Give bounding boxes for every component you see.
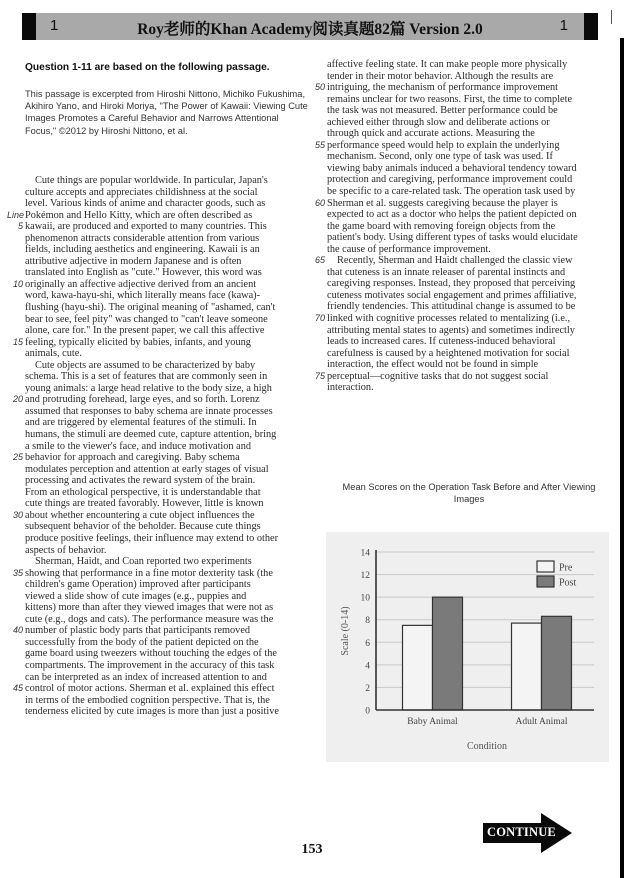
passage-line	[25, 371, 317, 383]
line-text: about whether encountering a cute object influences the	[25, 509, 255, 521]
line-number: 45	[12, 683, 23, 694]
passage-line	[25, 429, 317, 441]
line-text: cuteness motivates social engagement and primes affiliative,	[327, 289, 577, 301]
line-text: the task was not measured. Better performance could be	[327, 105, 558, 117]
legend-swatch-pre	[537, 561, 554, 572]
line-number: 60	[314, 197, 325, 208]
legend-label: Pre	[559, 562, 573, 574]
line-text: carefulness is caused by a heightened motivation for social	[327, 347, 570, 359]
passage-line	[314, 313, 611, 325]
line-number: 20	[12, 394, 23, 405]
line-text: expected to act as a doctor who helps the patient depicted on	[327, 209, 577, 221]
passage-line	[25, 591, 317, 603]
line-text: processing and activates the reward system of the brain.	[25, 475, 256, 487]
line-text: Sherman, Haidt, and Coan reported two experiments	[35, 556, 252, 568]
passage-line	[25, 256, 317, 268]
passage-line	[25, 290, 317, 302]
line-text: viewing baby animals induced a behavioral tendency toward	[327, 162, 577, 174]
passage-line	[314, 370, 611, 383]
passage-line	[327, 301, 611, 313]
line-text: produce positive feelings, their influence may extend to other	[25, 532, 279, 544]
header-title: Roy老师的Khan Academy阅读真题82篇 Version 2.0	[137, 21, 483, 38]
line-text: Recently, Sherman and Haidt challenged the classic view	[337, 255, 573, 267]
line-text: cute (e.g., dogs and cats). The performance measure was the	[25, 613, 274, 625]
passage-line	[327, 244, 611, 256]
line-text: animals, cute.	[25, 348, 82, 360]
line-text: tender in their motor behavior. Although the results are	[327, 70, 554, 82]
bar-chart	[326, 532, 609, 762]
passage-line	[327, 348, 611, 360]
line-text: aspects of behavior.	[25, 544, 107, 556]
passage-line	[25, 475, 317, 487]
line-text: compartments. The improvement in the accuracy of this task	[25, 659, 275, 671]
line-text: linked with cognitive processes related to mentalizing (i.e.,	[327, 313, 571, 325]
passage-line	[25, 521, 317, 533]
passage-line	[25, 441, 317, 453]
continue-label: CONTINUE	[487, 825, 556, 839]
passage-line	[12, 567, 317, 580]
passage-line	[314, 139, 611, 152]
y-tick-label: 4	[365, 661, 370, 672]
passage-line	[314, 197, 611, 210]
passage-line	[327, 105, 611, 117]
line-text: caregiving responses. Instead, they proposed that perceiving	[327, 278, 576, 290]
passage-line	[6, 209, 317, 222]
passage-line	[327, 117, 611, 129]
line-text: subsequent behavior of the beholder. Because cute things	[25, 521, 261, 533]
line-text: From an ethological perspective, it is understandable that	[25, 486, 261, 498]
line-text: intriguing, the mechanism of performance improvement	[327, 82, 559, 94]
line-text: cute things are treated favorably. However, little is known	[25, 498, 264, 510]
page-number: 153	[301, 842, 323, 857]
line-text: Cute objects are assumed to be characterized by baby	[35, 359, 256, 371]
passage-line	[25, 244, 317, 256]
line-text: feeling, typically elicited by babies, infants, and young	[25, 336, 251, 348]
passage-line	[25, 660, 317, 672]
line-text: patient's body. Using different types of tasks would elucidate	[327, 232, 578, 244]
line-text: interaction, the effect would not be found in simple	[327, 359, 539, 371]
line-text: the cause of performance improvement.	[327, 243, 491, 255]
line-text: friendly tendencies. This attitudinal change is assumed to be	[327, 301, 576, 313]
passage-line	[327, 174, 611, 186]
y-tick-label: 10	[360, 593, 370, 604]
passage-line	[25, 556, 317, 568]
passage-line	[25, 360, 317, 372]
line-text: through quick and accurate actions. Measuring the	[327, 128, 535, 140]
passage-line	[25, 602, 317, 614]
passage-line	[25, 233, 317, 245]
passage-line	[25, 267, 317, 279]
line-text: number of plastic body parts that participants removed	[25, 625, 251, 637]
chart-title: Mean Scores on the Operation Task Before and After Viewing Images	[342, 482, 596, 504]
passage-line	[25, 348, 317, 360]
line-number: 5	[17, 221, 23, 232]
line-number: 15	[12, 336, 23, 347]
passage-line	[25, 417, 317, 429]
line-text: affective feeling state. It can make people more physically	[327, 59, 568, 70]
line-text: culture accepts and appreciates childishness at the social	[25, 186, 258, 198]
line-text: behavior for approach and caregiving. Baby schema	[25, 452, 240, 464]
passage-line	[25, 545, 317, 557]
line-number: 55	[314, 139, 325, 150]
line-text: attributive adjective in modern Japanese and is often	[25, 255, 242, 267]
line-text: phenomenon attracts considerable attention from various	[25, 232, 260, 244]
passage-line	[25, 533, 317, 545]
line-text: interaction.	[327, 382, 374, 394]
passage-line	[327, 71, 611, 83]
line-text: young animals: a large head relative to the body size, a high	[25, 382, 272, 394]
bar-post	[542, 616, 572, 710]
passage-line	[25, 406, 317, 418]
passage-line	[327, 128, 611, 140]
passage-line	[25, 614, 317, 626]
passage-line	[25, 383, 317, 395]
passage-line	[327, 325, 611, 337]
passage-line	[327, 267, 611, 279]
line-text: in terms of the embodied cognition perspective. That is, the	[25, 694, 270, 706]
passage-column-left	[6, 175, 317, 718]
line-text: flushing (hayu-shi). The original meaning of "ashamed, can't	[25, 302, 276, 314]
page-edge-strip	[620, 38, 624, 878]
line-text: be specific to a care-related task. The operation task used by	[327, 186, 576, 198]
chart-svg	[326, 532, 609, 762]
x-axis-label: Condition	[466, 741, 508, 752]
passage-line	[12, 625, 317, 637]
passage-line	[25, 648, 317, 660]
passage-line	[327, 221, 611, 233]
line-text: the game board with removing foreign objects from the	[327, 220, 556, 232]
line-number: 10	[12, 278, 23, 289]
line-text: mechanism. Second, only one type of task was used. If	[327, 151, 553, 163]
passage-line	[25, 487, 317, 499]
line-text: successfully from the body of the patient depicted on the	[25, 636, 259, 648]
passage-line	[314, 82, 611, 94]
line-text: word, kawa-hayu-shi, which literally means face (kawa)-	[25, 290, 261, 302]
y-tick-label: 14	[360, 548, 370, 559]
section-header-bar	[22, 13, 598, 40]
header-block-right	[584, 13, 598, 40]
passage-line	[25, 498, 317, 510]
line-text: fields, including aesthetics and engineering. Kawaii is an	[25, 244, 260, 256]
section-number-left: 1	[50, 17, 59, 34]
passage-line	[327, 209, 611, 221]
line-text: alone, care for." In the present paper, we call this affective	[25, 325, 265, 337]
line-text: perceptual—cognitive tasks that do not suggest social	[327, 370, 549, 382]
bar-post	[433, 597, 463, 710]
line-text: and protruding forehead, large eyes, and so forth. Lorenz	[25, 394, 260, 406]
line-text: Cute things are popular worldwide. In particular, Japan's	[35, 175, 268, 186]
line-text: bear to see, feel pity" was changed to "can't leave someone	[25, 313, 268, 325]
line-text: modulates perception and attention at early stages of visual	[25, 463, 269, 475]
passage-line	[327, 94, 611, 106]
line-number: 70	[314, 313, 325, 324]
edge-mark	[611, 10, 612, 24]
line-text: schema. This is a set of features that are commonly seen in	[25, 371, 268, 383]
passage-line	[12, 394, 317, 406]
passage-line	[327, 382, 611, 394]
passage-line	[314, 255, 611, 267]
y-axis-label: Scale (0-14)	[340, 606, 351, 656]
passage-line	[12, 336, 317, 349]
line-text: Pokémon and Hello Kitty, which are often described as	[25, 209, 253, 221]
line-text: translated into English as "cute." However, this word was	[25, 267, 262, 279]
passage-line	[25, 302, 317, 314]
passage-line	[12, 683, 317, 695]
y-tick-label: 8	[365, 616, 370, 627]
line-text: protection and caregiving, performance improvement could	[327, 174, 573, 186]
line-number: 25	[12, 452, 23, 463]
continue-button[interactable]	[483, 813, 573, 853]
line-text: children's game Operation) improved after participants	[25, 579, 251, 591]
line-text: achieved either through slow and deliberate actions or	[327, 116, 550, 128]
passage-line	[25, 637, 317, 649]
line-text: that cuteness is an innate releaser of parental instincts and	[327, 266, 566, 278]
line-text: game board using tweezers without touching the edges of the	[25, 648, 277, 660]
y-tick-label: 6	[365, 638, 370, 649]
passage-line	[25, 314, 317, 326]
passage-line	[25, 672, 317, 684]
line-text: tenderness elicited by cute images is more than just a positive	[25, 706, 279, 718]
passage-line	[327, 151, 611, 163]
line-text: Sherman et al. suggests caregiving because the player is	[327, 197, 558, 209]
passage-line	[25, 198, 317, 210]
passage-line	[25, 187, 317, 199]
line-text: humans, the stimuli are deemed cute, capture attention, bring	[25, 429, 277, 441]
line-number: Line	[6, 209, 24, 220]
line-text: kittens) more than after they viewed images that were not as	[25, 602, 274, 614]
passage-line	[25, 695, 317, 707]
bar-pre	[403, 625, 433, 710]
legend-label: Post	[559, 577, 577, 589]
question-heading: Question 1-11 are based on the following passage.	[25, 62, 270, 73]
line-text: control of motor actions. Sherman et al. explained this effect	[25, 683, 275, 695]
line-text: and are triggered by elemental features of the stimuli. In	[25, 417, 257, 429]
line-text: showing that performance in a fine motor dexterity task (the	[25, 567, 273, 579]
passage-line	[327, 359, 611, 371]
line-number: 75	[314, 370, 325, 381]
passage-line	[327, 163, 611, 175]
passage-line	[327, 278, 611, 290]
passage-line	[327, 336, 611, 348]
passage-line	[327, 186, 611, 198]
line-number: 65	[314, 255, 325, 266]
line-text: kawaii, are produced and exported to many countries. This	[25, 221, 267, 233]
line-text: performance speed would help to explain the underlying	[327, 139, 560, 151]
legend-swatch-post	[537, 576, 554, 587]
passage-line	[12, 509, 317, 522]
section-number-right: 1	[559, 17, 568, 34]
passage-line	[12, 278, 317, 291]
line-text: leads to increased cares. If cuteness-induced behavioral	[327, 336, 556, 348]
passage-line	[327, 290, 611, 302]
line-text: originally an affective adjective derived from an ancient	[25, 278, 257, 290]
line-number: 40	[12, 625, 23, 636]
x-tick-label: Adult Animal	[515, 717, 568, 727]
passage-column-right	[314, 59, 611, 394]
y-tick-label: 12	[360, 571, 370, 582]
passage-line	[25, 175, 317, 187]
line-text: a smile to the viewer's face, and induce motivation and	[25, 440, 252, 452]
line-text: attributing mental states to agents) and sometimes indirectly	[327, 324, 575, 336]
passage-line	[25, 579, 317, 591]
line-number: 50	[314, 82, 325, 93]
passage-line	[25, 325, 317, 337]
y-tick-label: 2	[365, 683, 370, 694]
line-text: viewed a slide show of cute images (e.g., puppies and	[25, 590, 247, 602]
passage-line	[25, 706, 317, 718]
line-text: assumed that responses to baby schema are innate processes	[25, 405, 273, 417]
passage-line	[17, 221, 317, 233]
line-text: remains unclear for two reasons. First, the time to complete	[327, 93, 573, 105]
passage-line	[12, 452, 317, 464]
line-number: 30	[12, 509, 23, 520]
x-tick-label: Baby Animal	[407, 717, 458, 727]
passage-line	[25, 464, 317, 476]
passage-line	[327, 59, 611, 71]
line-number: 35	[12, 567, 23, 578]
line-text: can be interpreted as an index of increased attention to and	[25, 671, 267, 683]
line-text: level. Various kinds of anime and character goods, such as	[25, 198, 266, 210]
passage-intro: This passage is excerpted from Hiroshi Nittono, Michiko Fukushima, Akihiro Yano, and Hiroki Moriya, "The Power of Kawaii: Viewing Cute Images Promotes a Careful Behavior and Narrows Attentional Focus," ©2012 by Hiroshi Nittono, et al.	[25, 89, 308, 136]
bar-pre	[512, 623, 542, 710]
passage-line	[327, 232, 611, 244]
y-tick-label: 0	[365, 706, 370, 717]
